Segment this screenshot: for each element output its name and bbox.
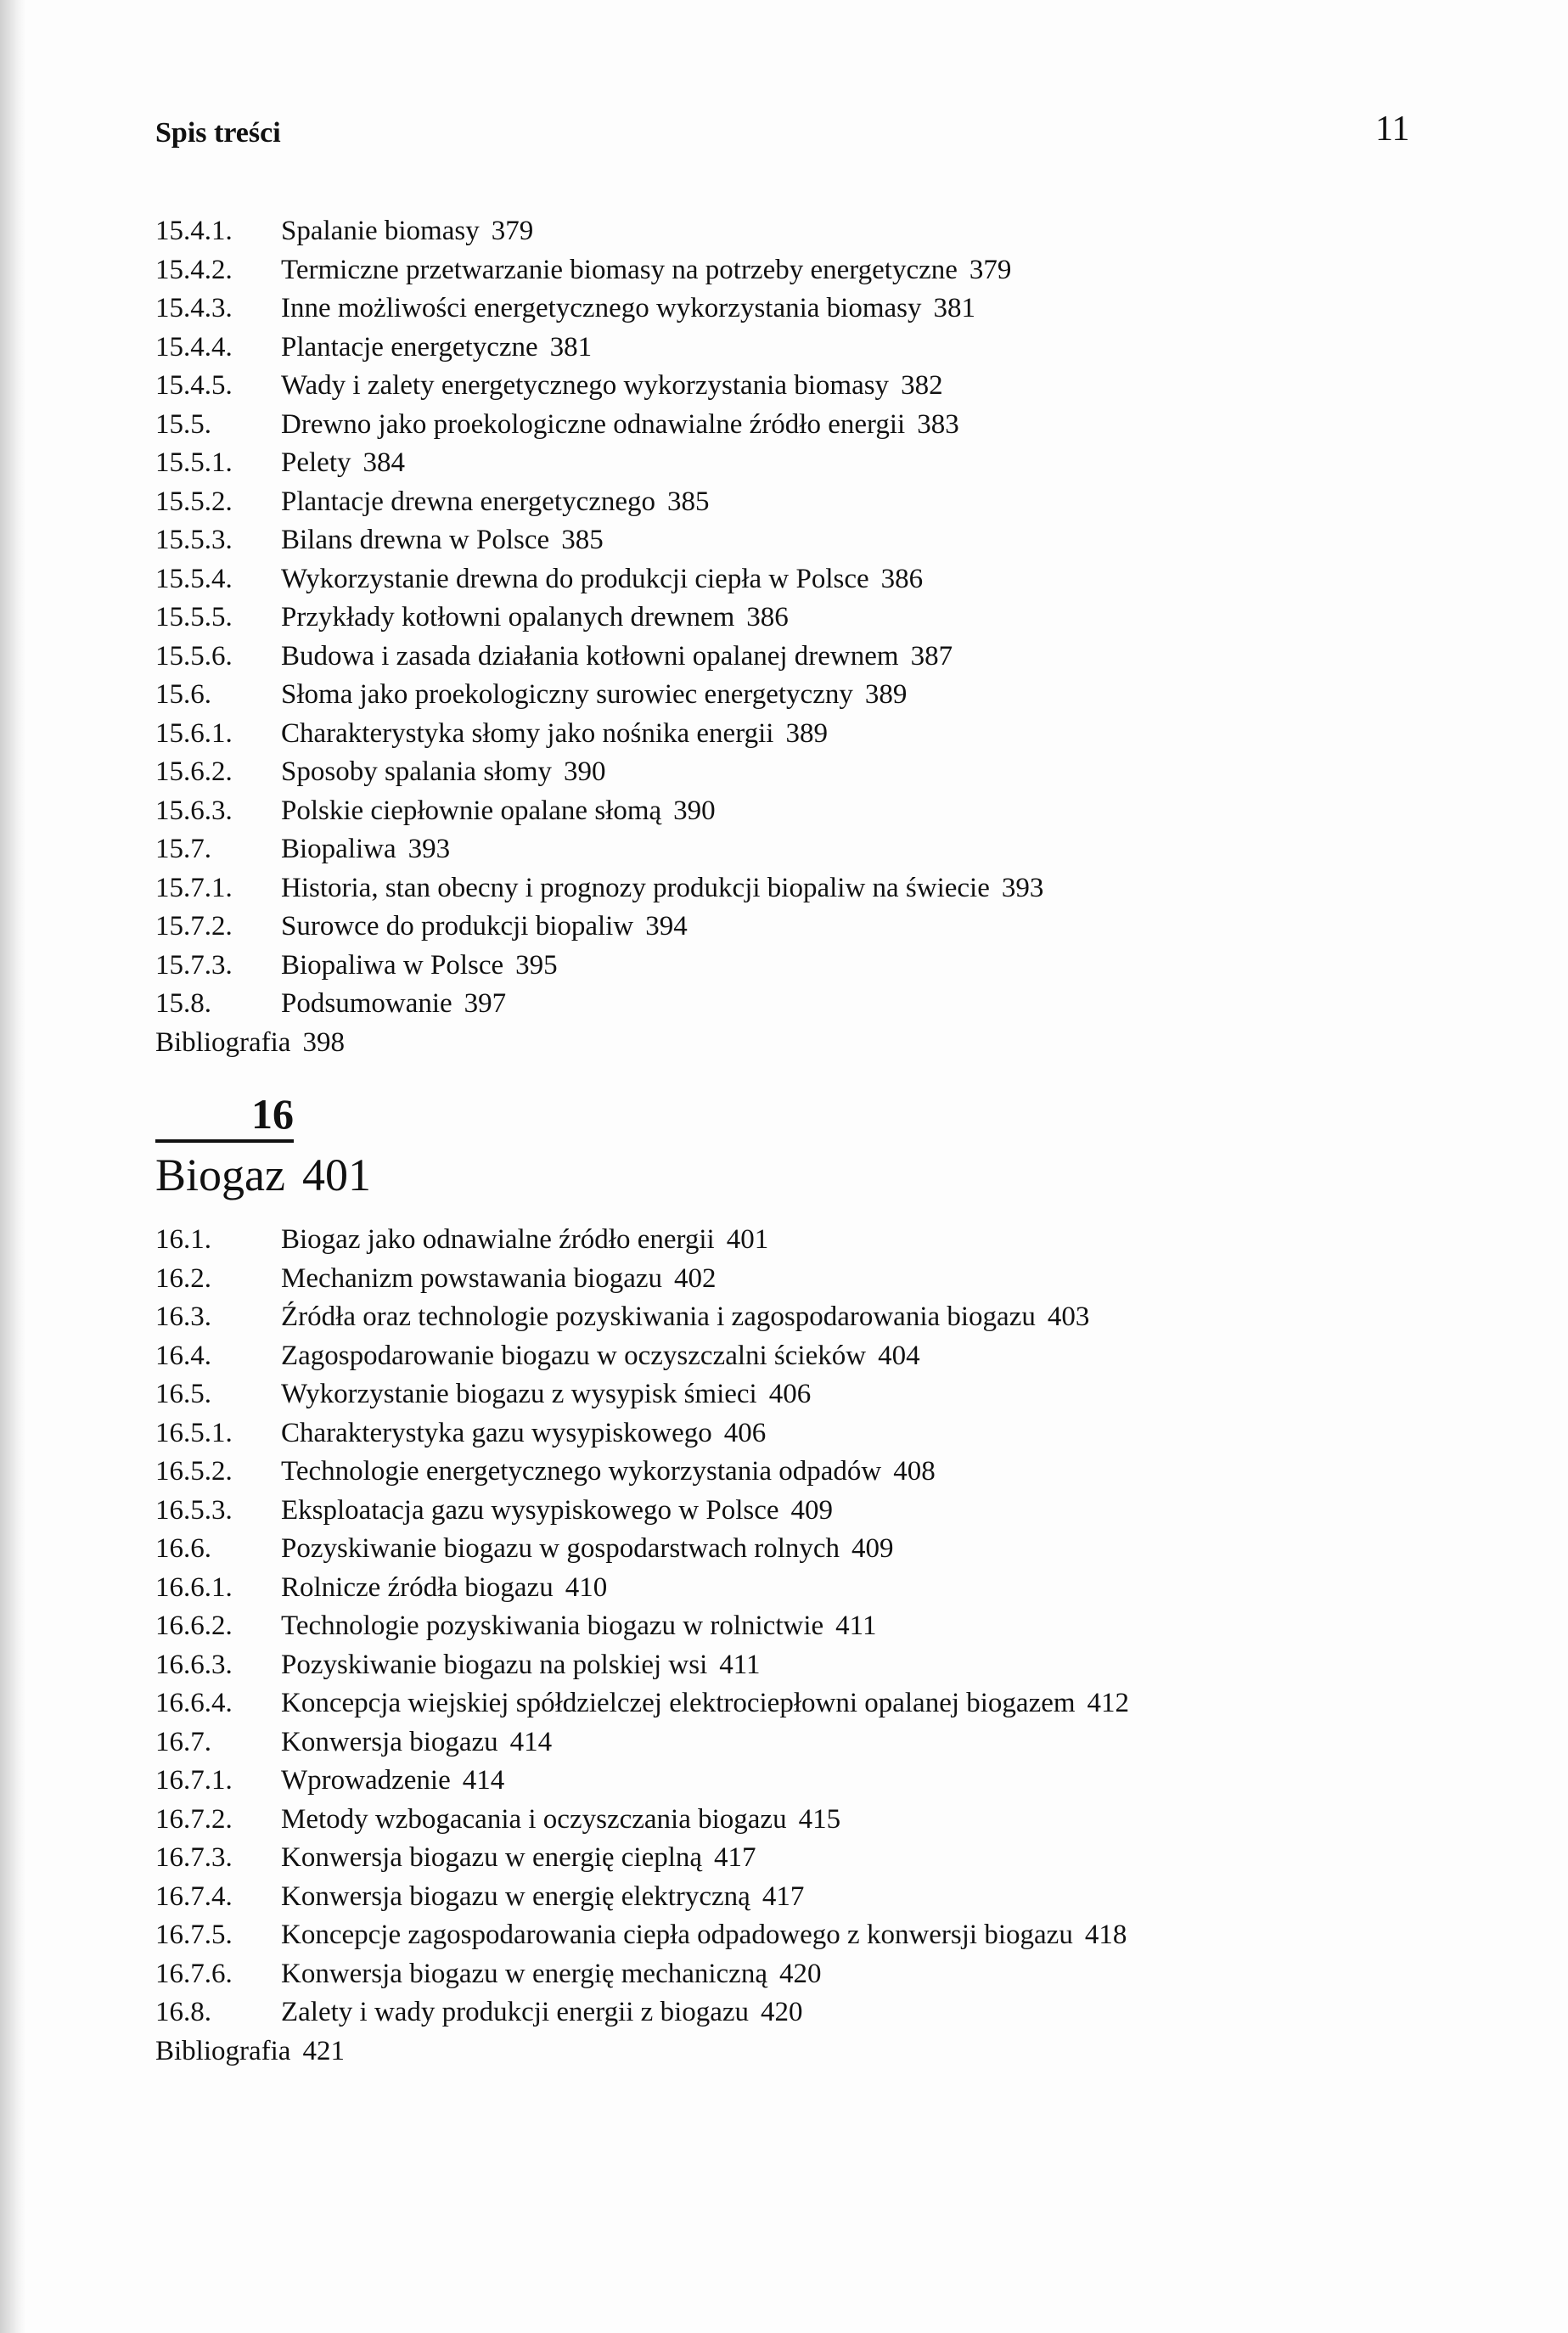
toc-entry [155,1684,1129,1723]
chapter-page: 401 [301,1150,371,1200]
toc-entry [155,830,1043,869]
toc-entry [155,329,1043,368]
toc-entry [155,1375,1129,1414]
toc-entry-title: Pozyskiwanie biogazu w gospodarstwach rolnych [281,1533,840,1564]
toc-entry-number: 15.4.2. [155,254,233,285]
toc-entry-title: Bilans drewna w Polsce [281,525,550,555]
toc-entry-number: 16.7.5. [155,1920,233,1950]
toc-entry-title: Sposoby spalania słomy [281,756,552,787]
toc-entry [155,1569,1129,1608]
toc-entry-number: 16.2. [155,1262,211,1294]
toc-entry-number: 15.7.3. [155,949,233,981]
toc-entry-title: Spalanie biomasy [281,216,480,246]
toc-entry-page: 414 [509,1726,553,1757]
toc-entry [155,1839,1129,1878]
toc-chapter-16-list [155,1221,1129,2071]
toc-entry [155,1723,1129,1762]
toc-entry-number: 16.6.4. [155,1688,233,1718]
toc-entry-page: 420 [778,1958,822,1989]
toc-entry [155,1762,1129,1801]
toc-entry-page: 406 [768,1379,812,1409]
toc-entry-title: Biopaliwa w Polsce [281,949,504,981]
toc-entry-number: 15.6.1. [155,717,233,749]
toc-entry [155,676,1043,715]
toc-entry-page: 394 [645,911,688,942]
toc-entry-page: 401 [726,1224,769,1255]
toc-entry-page: 397 [464,988,507,1019]
toc-entry-page: 409 [790,1494,834,1526]
bibliography-page: 421 [302,2035,345,2066]
toc-entry-number: 15.5.1. [155,447,233,478]
bibliography-title: Bibliografia [155,1026,291,1058]
toc-entry [155,251,1043,290]
toc-entry-number: 16.7.3. [155,1842,233,1873]
toc-entry-number: 16.5. [155,1379,211,1409]
toc-entry-number: 15.5. [155,408,211,440]
toc-entry-page: 403 [1047,1301,1090,1332]
toc-entry-title: Biogaz jako odnawialne źródło energii [281,1224,715,1255]
toc-entry-title: Wykorzystanie drewna do produkcji ciepła w Polsce [281,563,869,594]
toc-entry-title: Mechanizm powstawania biogazu [281,1262,663,1294]
toc-entry-page: 385 [667,486,710,517]
toc-entry-page: 379 [969,254,1012,285]
toc-entry-page: 382 [901,370,943,401]
toc-entry [155,792,1043,831]
toc-entry-title: Wprowadzenie [281,1765,451,1796]
toc-entry [155,985,1043,1024]
toc-entry-page: 393 [1001,872,1044,903]
toc-entry [155,947,1043,986]
toc-entry-number: 15.7. [155,834,211,864]
bibliography-page: 398 [302,1026,345,1058]
toc-entry-number: 15.8. [155,988,211,1019]
toc-entry-number: 16.3. [155,1301,211,1332]
toc-entry-title: Eksploatacja gazu wysypiskowego w Polsce [281,1494,779,1526]
toc-entry-title: Konwersja biogazu w energię cieplną [281,1842,703,1873]
toc-entry-title: Surowce do produkcji biopaliw [281,911,634,942]
toc-entry [155,1993,1129,2032]
toc-entry-number: 16.7.2. [155,1803,233,1835]
toc-entry [155,560,1043,599]
toc-entry-number: 16.6.2. [155,1611,233,1641]
toc-entry-page: 411 [835,1611,877,1641]
toc-entry-number: 15.6.3. [155,795,233,826]
toc-entry-page: 381 [549,331,593,363]
toc-entry-number: 15.5.3. [155,525,233,555]
toc-entry-title: Termiczne przetwarzanie biomasy na potrzeby energetyczne [281,254,958,285]
toc-entry-page: 402 [674,1262,717,1294]
toc-entry-title: Konwersja biogazu w energię mechaniczną [281,1958,767,1989]
running-head-title: Spis treści [155,117,281,149]
toc-entry-page: 411 [719,1649,761,1680]
toc-entry-number: 16.6.3. [155,1649,233,1680]
toc-entry-page: 409 [851,1533,894,1564]
toc-entry [155,212,1043,251]
toc-entry [155,1607,1129,1646]
toc-entry-title: Technologie pozyskiwania biogazu w rolnictwie [281,1611,824,1641]
toc-entry-page: 412 [1087,1688,1130,1718]
toc-entry-title: Zalety i wady produkcji energii z biogazu [281,1997,750,2027]
chapter-heading [155,1148,371,1202]
toc-entry-title: Wykorzystanie biogazu z wysypisk śmieci [281,1379,757,1409]
toc-entry-number: 15.6.2. [155,756,233,787]
toc-entry [155,599,1043,638]
toc-entry-number: 15.4.5. [155,370,233,401]
toc-entry-page: 393 [407,834,451,864]
toc-entry-title: Pozyskiwanie biogazu na polskiej wsi [281,1649,708,1680]
toc-entry [155,1260,1129,1299]
toc-entry-title: Charakterystyka gazu wysypiskowego [281,1417,712,1448]
toc-entry-number: 16.6. [155,1533,211,1564]
toc-entry-number: 15.5.2. [155,486,233,517]
toc-entry-title: Budowa i zasada działania kotłowni opalanej drewnem [281,640,899,672]
toc-entry-page: 384 [362,447,405,478]
toc-entry-page: 389 [864,679,908,710]
toc-entry-title: Historia, stan obecny i prognozy produkcji biopaliw na świecie [281,872,990,903]
toc-entry-title: Konwersja biogazu w energię elektryczną [281,1880,750,1912]
toc-entry-page: 404 [878,1340,920,1371]
chapter-title: Biogaz [155,1150,285,1200]
toc-bibliography [155,1024,1043,1063]
toc-entry-title: Pelety [281,447,351,478]
toc-entry-number: 16.7.4. [155,1880,233,1912]
toc-entry-title: Charakterystyka słomy jako nośnika energii [281,717,774,749]
toc-entry-page: 387 [910,640,953,672]
toc-entry [155,1492,1129,1531]
toc-entry-title: Rolnicze źródła biogazu [281,1571,554,1603]
toc-entry-page: 386 [880,563,924,594]
toc-entry [155,367,1043,406]
toc-entry-title: Polskie ciepłownie opalane słomą [281,795,662,826]
toc-entry-title: Słoma jako proekologiczny surowiec energetyczny [281,679,853,710]
toc-entry-number: 15.7.2. [155,911,233,942]
page-edge-shadow [0,0,25,2333]
toc-entry-page: 417 [714,1842,756,1873]
bibliography-title: Bibliografia [155,2035,291,2066]
toc-entry [155,1453,1129,1492]
toc-entry-number: 16.4. [155,1340,211,1371]
toc-entry-number: 15.6. [155,679,211,710]
toc-entry-page: 417 [762,1880,805,1912]
toc-entry-page: 390 [673,795,716,826]
toc-entry-page: 420 [761,1997,803,2027]
toc-entry-number: 15.5.6. [155,640,233,672]
toc-entry [155,1955,1129,1994]
toc-entry [155,1414,1129,1453]
toc-entry-title: Podsumowanie [281,988,452,1019]
toc-entry-page: 414 [462,1765,505,1796]
toc-entry-number: 15.7.1. [155,872,233,903]
toc-entry-page: 385 [561,525,604,555]
toc-entry-number: 15.5.4. [155,563,233,594]
toc-entry-title: Metody wzbogacania i oczyszczania biogazu [281,1803,787,1835]
toc-entry-number: 16.7.6. [155,1958,233,1989]
toc-entry-number: 16.1. [155,1224,211,1255]
toc-entry-title: Inne możliwości energetycznego wykorzystania biomasy [281,293,922,323]
toc-entry-page: 383 [917,408,959,440]
page-number: 11 [1375,110,1410,149]
toc-entry-page: 418 [1084,1920,1127,1950]
toc-entry-number: 16.5.1. [155,1417,233,1448]
toc-entry-number: 16.6.1. [155,1571,233,1603]
toc-entry-title: Biopaliwa [281,834,396,864]
toc-entry-page: 389 [785,717,828,749]
toc-entry-page: 390 [564,756,606,787]
toc-entry-number: 15.4.4. [155,331,233,363]
toc-entry [155,1878,1129,1917]
toc-entry-page: 395 [515,949,558,981]
toc-entry-page: 406 [723,1417,767,1448]
toc-entry [155,753,1043,792]
toc-entry-title: Źródła oraz technologie pozyskiwania i zagospodarowania biogazu [281,1301,1036,1332]
toc-entry-title: Technologie energetycznego wykorzystania odpadów [281,1456,882,1487]
toc-entry-title: Drewno jako proekologiczne odnawialne źródło energii [281,408,906,440]
toc-entry [155,1530,1129,1569]
toc-entry [155,1221,1129,1260]
toc-entry [155,908,1043,947]
toc-entry-number: 15.4.3. [155,293,233,323]
toc-entry-page: 386 [746,602,789,632]
toc-entry [155,1646,1129,1685]
toc-entry-title: Zagospodarowanie biogazu w oczyszczalni ścieków [281,1340,867,1371]
toc-entry-page: 410 [565,1571,608,1603]
toc-chapter-15-list [155,212,1043,1062]
toc-entry [155,1337,1129,1376]
toc-entry-page: 381 [933,293,975,323]
toc-entry [155,1801,1129,1840]
toc-entry-page: 408 [893,1456,936,1487]
toc-entry [155,1916,1129,1955]
toc-entry [155,521,1043,560]
toc-entry-number: 15.4.1. [155,216,233,246]
toc-entry-number: 16.7. [155,1726,211,1757]
toc-entry [155,869,1043,908]
toc-entry-title: Wady i zalety energetycznego wykorzystania biomasy [281,370,890,401]
toc-entry-number: 16.7.1. [155,1765,233,1796]
toc-entry-page: 379 [491,216,534,246]
toc-entry-page: 415 [798,1803,841,1835]
toc-entry-number: 15.5.5. [155,602,233,632]
toc-entry [155,444,1043,483]
toc-entry [155,290,1043,329]
toc-entry-number: 16.5.3. [155,1494,233,1526]
toc-entry [155,638,1043,677]
toc-entry [155,1298,1129,1337]
chapter-number: 16 [155,1088,294,1143]
toc-entry-number: 16.8. [155,1997,211,2027]
toc-entry [155,715,1043,754]
toc-entry-title: Konwersja biogazu [281,1726,498,1757]
toc-entry [155,406,1043,445]
toc-entry-number: 16.5.2. [155,1456,233,1487]
toc-entry [155,483,1043,522]
toc-entry-title: Przykłady kotłowni opalanych drewnem [281,602,735,632]
toc-entry-title: Koncepcja wiejskiej spółdzielczej elektrociepłowni opalanej biogazem [281,1688,1076,1718]
toc-entry-title: Plantacje energetyczne [281,331,538,363]
toc-entry-title: Plantacje drewna energetycznego [281,486,656,517]
toc-bibliography [155,2032,1129,2072]
toc-entry-title: Koncepcje zagospodarowania ciepła odpadowego z konwersji biogazu [281,1920,1073,1950]
